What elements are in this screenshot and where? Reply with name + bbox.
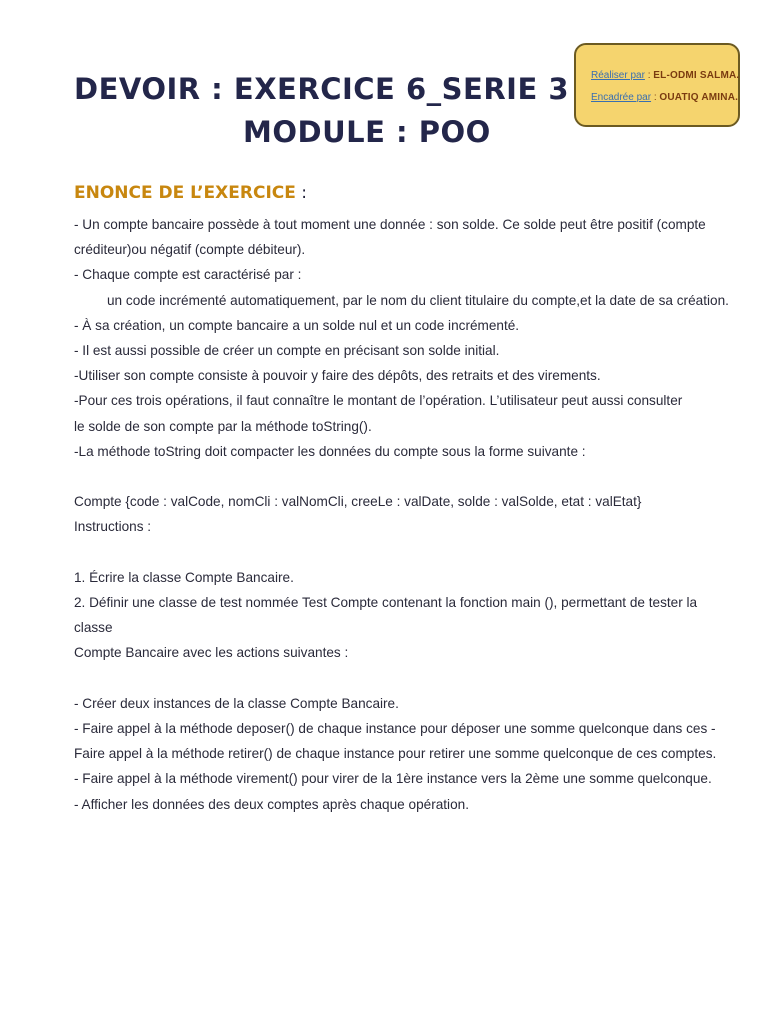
statement-line: -La méthode toString doit compacter les données du compte sous la forme suivante :	[74, 443, 586, 459]
statement-line: - À sa création, un compte bancaire a un solde nul et un code incrémenté.	[74, 317, 520, 333]
statement-line: - Il est aussi possible de créer un compte en précisant son solde initial.	[74, 343, 500, 359]
supervisor-separator: :	[651, 92, 660, 103]
action-line: - Afficher les données des deux comptes après chaque opération.	[74, 796, 469, 812]
author-row	[591, 65, 738, 87]
statement-line: - Un compte bancaire possède à tout moment une donnée : son solde. Ce solde peut être positif (compte	[74, 217, 706, 232]
instruction-line: Compte Bancaire avec les actions suivantes :	[74, 645, 349, 661]
exercise-statement	[74, 212, 729, 817]
statement-line: créditeur)ou négatif (compte débiteur).	[74, 242, 306, 258]
author-name: EL-ODMI SALMA.	[653, 70, 740, 81]
blank-line	[74, 464, 714, 489]
author-separator: :	[644, 70, 654, 81]
author-label: Réaliser par	[591, 70, 645, 81]
section-heading-colon: :	[295, 183, 308, 203]
section-heading-text: ENONCE DE L’EXERCICE	[74, 183, 296, 203]
supervisor-name: OUATIQ AMINA.	[659, 92, 739, 103]
instruction-line: 1. Écrire la classe Compte Bancaire.	[74, 569, 294, 585]
action-line: - Créer deux instances de la classe Compte Bancaire.	[74, 695, 399, 711]
instructions-heading: Instructions :	[74, 519, 152, 535]
credits-box	[574, 43, 740, 127]
blank-line	[74, 540, 714, 565]
action-line: - Faire appel à la méthode virement() pour virer de la 1ère instance vers la 2ème une somme quelconque.	[74, 771, 712, 787]
statement-line: le solde de son compte par la méthode toString().	[74, 418, 372, 434]
module-title: MODULE : POO	[243, 115, 491, 149]
statement-line: - Chaque compte est caractérisé par :	[74, 267, 302, 283]
action-line: Faire appel à la méthode retirer() de chaque instance pour retirer une somme quelconque de ces comptes.	[74, 746, 717, 762]
instruction-line: 2. Définir une classe de test nommée Test Compte contenant la fonction main (), permettant de tester la	[74, 595, 698, 611]
section-heading	[74, 183, 307, 203]
statement-line: -Pour ces trois opérations, il faut connaître le montant de l’opération. L’utilisateur peut aussi consulter	[74, 393, 683, 409]
instruction-line: classe	[74, 620, 113, 636]
supervisor-row	[591, 87, 738, 109]
statement-line: un code incrémenté automatiquement, par le nom du client titulaire du compte,et la date de sa création.	[107, 292, 729, 308]
supervisor-label: Encadrée par	[591, 92, 652, 103]
action-line: - Faire appel à la méthode deposer() de chaque instance pour déposer une somme quelconque dans ces -	[74, 721, 716, 737]
blank-line	[74, 666, 714, 691]
format-line: Compte {code : valCode, nomCli : valNomCli, creeLe : valDate, solde : valSolde, etat : valEtat}	[74, 494, 642, 510]
document-title: DEVOIR : EXERCICE 6_SERIE 3	[74, 72, 570, 106]
statement-line: -Utiliser son compte consiste à pouvoir y faire des dépôts, des retraits et des virements.	[74, 368, 601, 384]
